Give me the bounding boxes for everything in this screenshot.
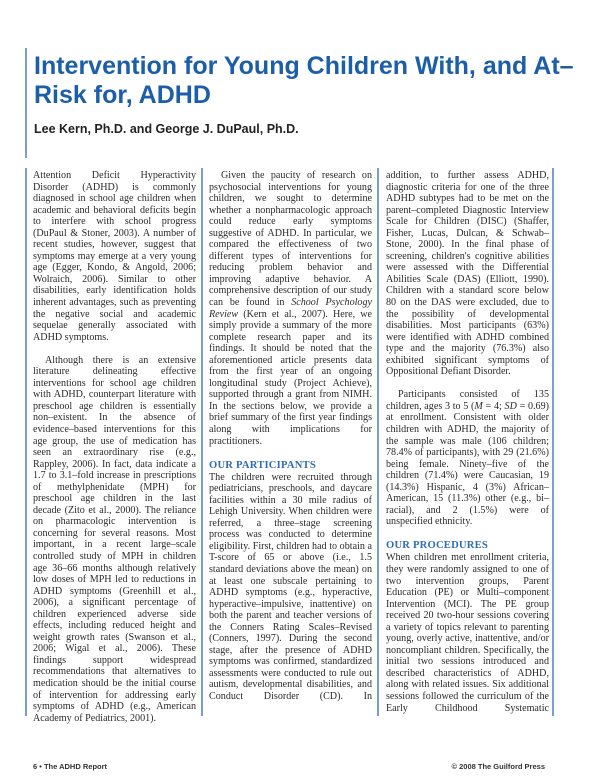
text: M [474, 400, 483, 412]
journal-title: School Psychology Review [209, 297, 372, 320]
column-1 [33, 170, 196, 736]
column-rule [25, 168, 27, 716]
paragraph: Attention Deficit Hyperactivity Disorder (ADHD) is commonly diagnosed in school age children when academic and behavioral deficits begin to interfere with school progress (DuPaul & Stoner, 2003). A number of recent studies, however, suggest that symptoms may emerge at a very young age (Egger, Kondo, & Angold, 2006; Wolraich, 2006). Similar to other disabilities, early identification holds inherent advantages, such as preventing the negative social and academic sequelae generally associated with ADHD symptoms. [33, 170, 196, 343]
paragraph: Although there is an extensive literature delineating effective interventions for school age children with ADHD, counterpart literature with preschool age children is essentially non–existent. In the absence of evidence–based interventions for this age group, the use of medication has seen an extraordinary rise (e.g., Rappley, 2006). In fact, data indicate a 1.7 to 3.1–fold increase in prescriptions of methylphenidate (MPH) for preschool age children in the last decade (Zito et al., 2000). The reliance on pharmacologic intervention is concerning for several reasons. Most important, in a recent large–scale controlled study of MPH in children age 36–66 months although relatively low doses of MPH led to reductions in ADHD symptoms (Greenhill et al., 2006), a significant percentage of children experienced adverse side effects, including reduced height and weight growth rates (Swanson et al., 2006; Wigal et al., 2006). These findings support widespread recommendations that alternatives to medication should be the initial course of intervention for addressing early symptoms of ADHD (e.g., American Academy of Pediatrics, 2001). [33, 354, 196, 724]
paragraph: addition, to further assess ADHD, diagnostic criteria for one of the three ADHD subtypes had to be met on the parent–completed Diagnostic Interview Scale for Children (DISC) (Shaffer, Fisher, Lucas, Dulcan, & Schwab–Stone, 2000). In the final phase of screening, children's cognitive abilities were assessed with the Differential Abilities Scale (DAS) (Elliott, 1990). Children with a standard score below 80 on the DAS were excluded, due to the possibility of developmental disabilities. Most participants (63%) were identified with ADHD combined type and the majority (76.3%) also exhibited significant symptoms of Oppositional Defiant Disorder. [386, 170, 549, 378]
section-heading-participants: OUR PARTICIPANTS [209, 459, 316, 471]
article-authors: Lee Kern, Ph.D. and George J. DuPaul, Ph.D. [34, 122, 299, 136]
column-2 [209, 170, 372, 703]
column-rule [377, 168, 379, 716]
column-rule [552, 168, 554, 716]
title-rule [25, 48, 27, 158]
text: = 4; [482, 400, 505, 412]
footer-page-label: 6 • The ADHD Report [33, 762, 108, 771]
text: Given the paucity of research on psychosocial interventions for young children, we sought to determine whether a nonpharmacologic approach could reduce early symptoms suggestive of ADHD. In particular, we compared the effectiveness of two different types of interventions for reducing problem behavior and improving adaptive behavior. A comprehensive description of our study can be found in [209, 170, 372, 309]
text: = 0.69) at enrollment. Consistent with older children with ADHD, the majority of the sample was male (106 children; 78.4% of participants), with 29 (21.6%) being female. Ninety–five of the children (71.4%) were Caucasian, 19 (14.3%) Hispanic, 4 (3%) African–American, 15 (11.3%) other (e.g., bi–racial), and 2 (1.5%) were of unspecified ethnicity. [386, 400, 550, 528]
section-heading-procedures: OUR PROCEDURES [386, 540, 488, 552]
paragraph [209, 170, 372, 447]
column-3 [386, 170, 549, 714]
paragraph [386, 389, 549, 528]
paragraph: The children were recruited through pediatricians, preschools, and daycare facilities within a 30 mile radius of Lehigh University. When children were referred, a three–stage screening process was conducted to determine eligibility. First, children had to obtain a T-score of 65 or above (i.e., 1.5 standard deviations above the mean) on at least one subscale pertaining to ADHD symptoms (e.g., hyperactive, hyperactive–impulsive, inattentive) on both the parent and teacher versions of the Conners Rating Scales–Revised (Conners, 1997). During the second stage, after the presence of ADHD symptoms was confirmed, standardized assessments were conducted to rule out autism, developmental disabilities, and Conduct Disorder (CD). In [209, 471, 372, 703]
paragraph: When children met enrollment criteria, they were randomly assigned to one of two intervention groups, Parent Education (PE) or Multi–component Intervention (MCI). The PE group received 20 two-hour sessions covering a variety of topics relevant to parenting young, overly active, inattentive, and/or noncompliant children. Specifically, the initial two sessions introduced and described characteristics of ADHD, along with related issues. Six additional sessions followed the curriculum of the Early Childhood Systematic [386, 552, 549, 714]
column-rule [201, 168, 203, 716]
footer-copyright: © 2008 The Guilford Press [451, 762, 545, 771]
text: SD [504, 400, 517, 412]
article-title: Intervention for Young Children With, and At–Risk for, ADHD [34, 52, 574, 109]
text: Participants consisted of 135 children, ages 3 to 5 ( [386, 389, 549, 412]
text: (Kern et al., 2007). Here, we simply provide a summary of the more complete research paper and its findings. It should be noted that the aforementioned article presents data from the first year of an ongoing longitudinal study (Project Achieve), supported through a grant from NIMH. In the sections below, we provide a brief summary of the first year findings along with implications for practitioners. [209, 308, 372, 447]
